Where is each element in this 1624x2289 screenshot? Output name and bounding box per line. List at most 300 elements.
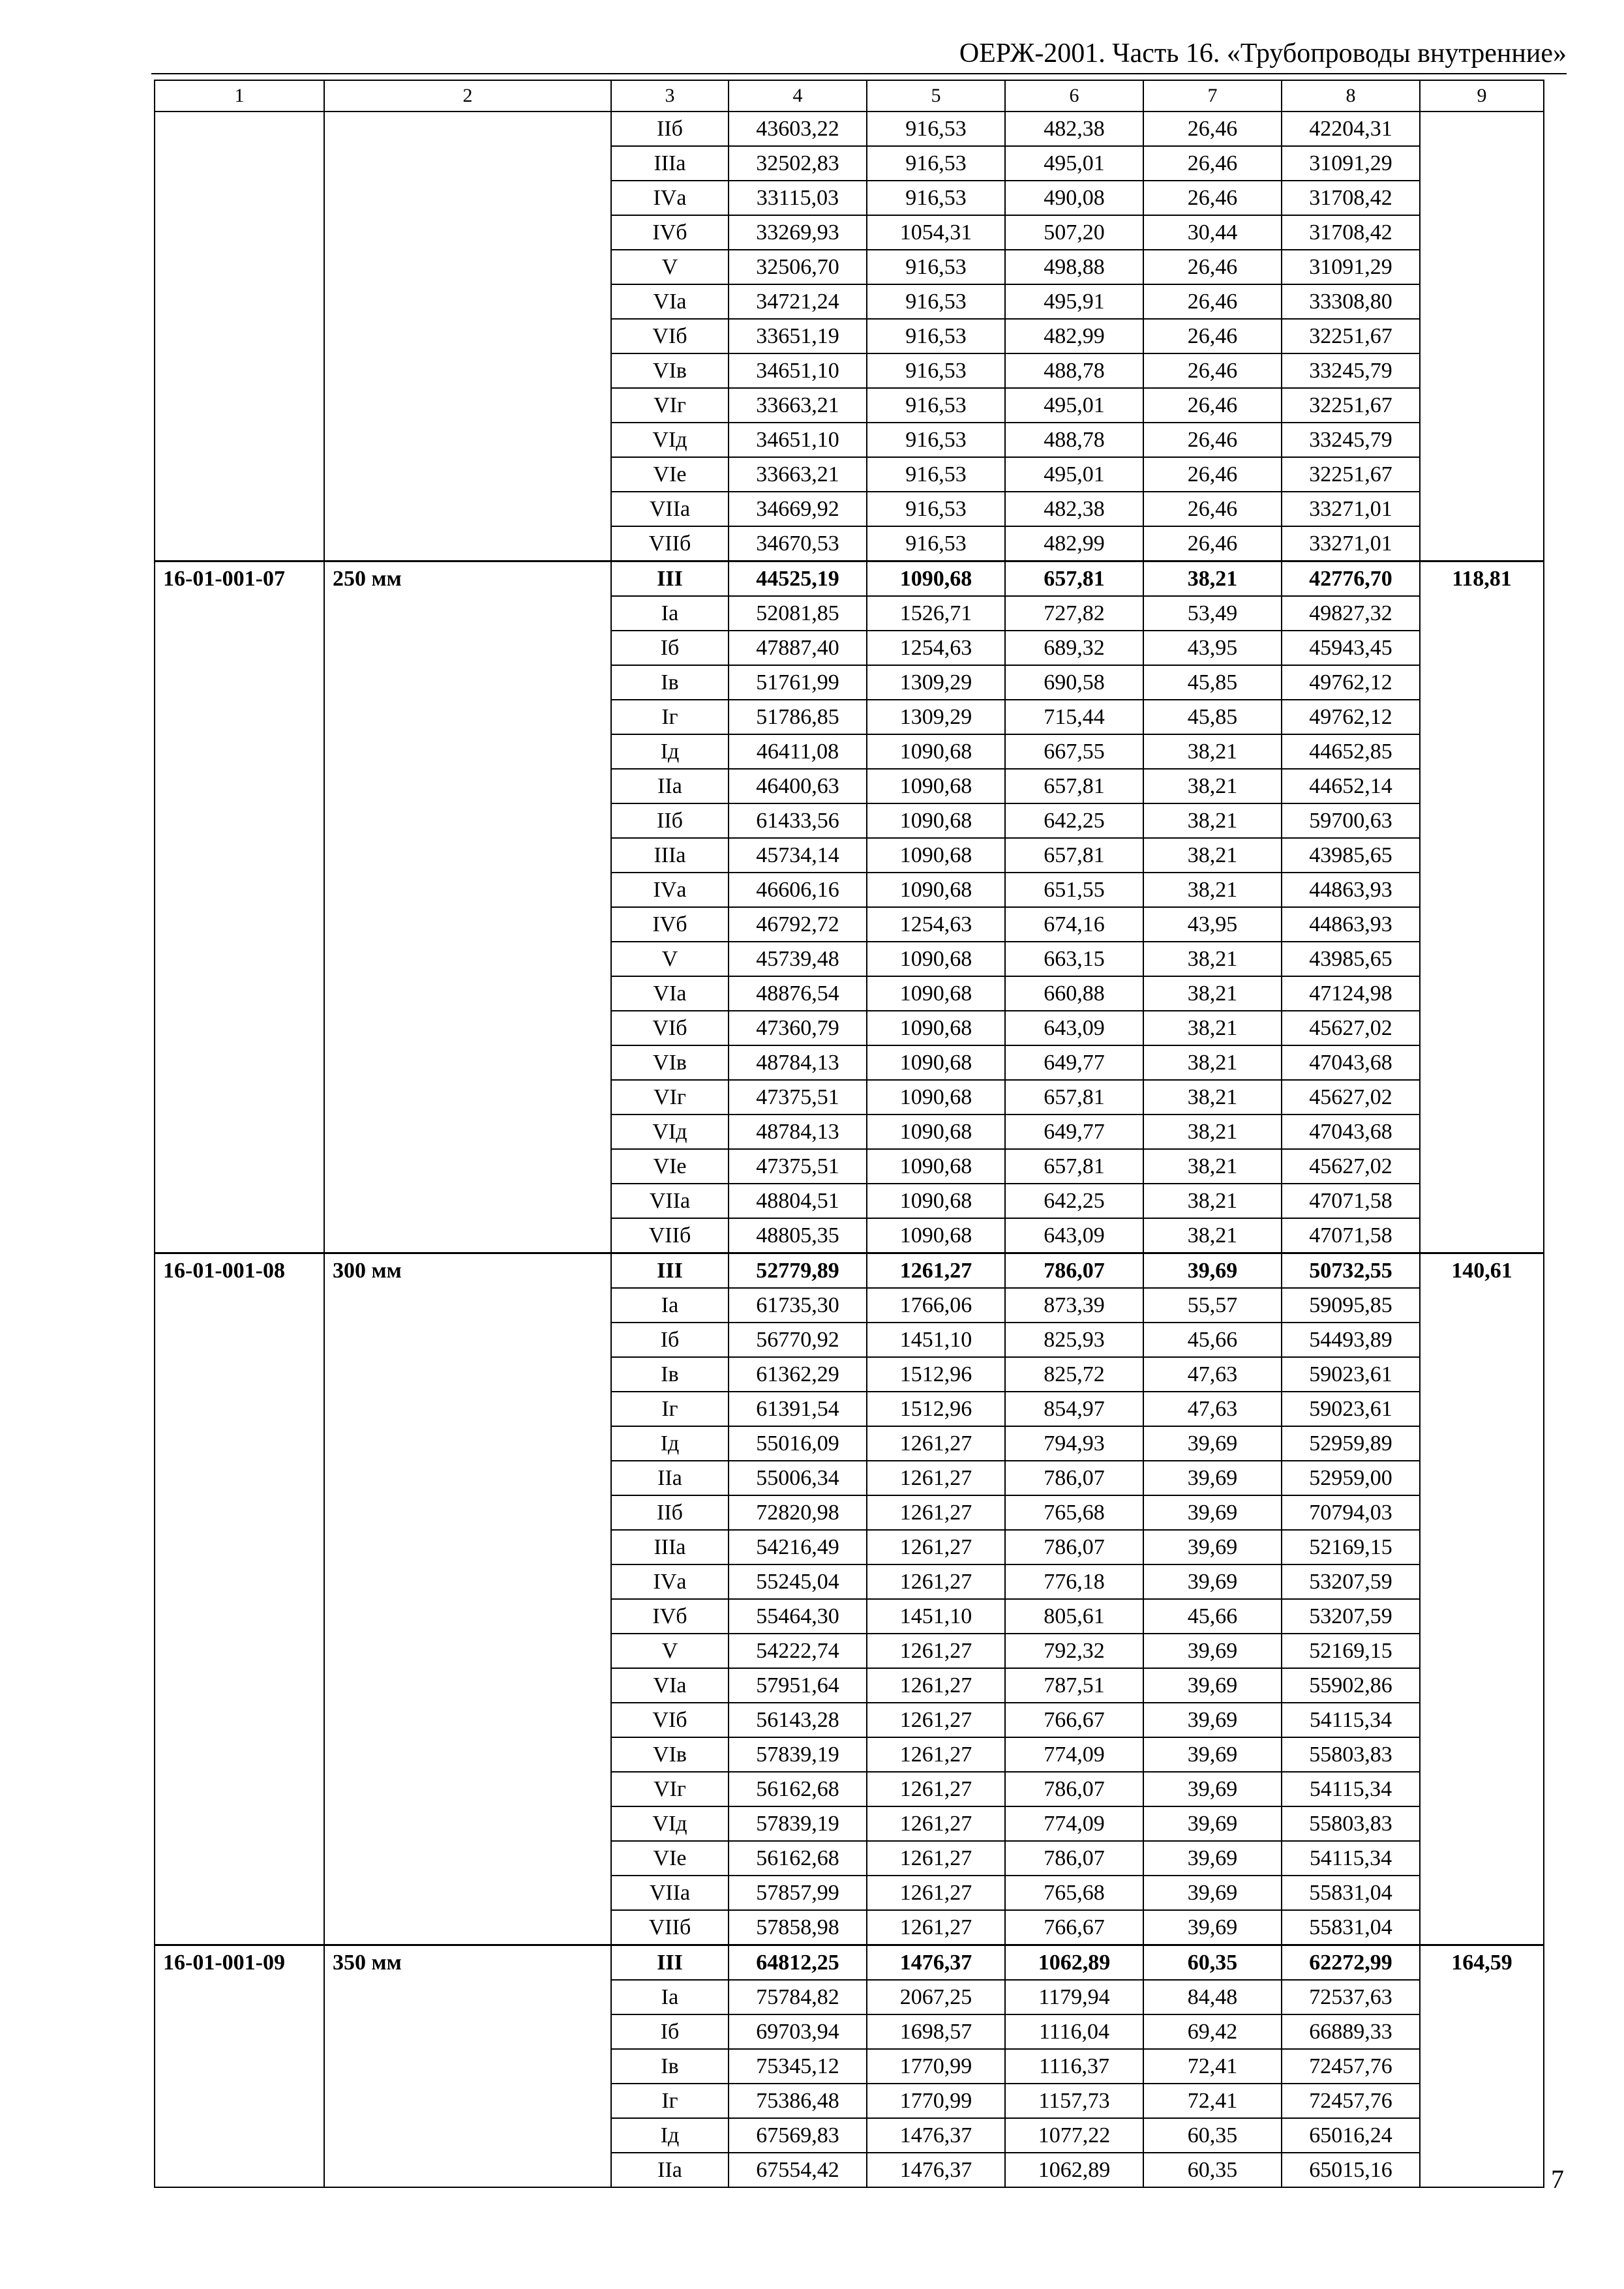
table-cell: 786,07	[1005, 1461, 1143, 1495]
table-cell: 38,21	[1143, 942, 1282, 976]
table-cell: 26,46	[1143, 112, 1282, 146]
column-number: 2	[324, 80, 611, 112]
table-cell: 52081,85	[729, 596, 867, 631]
pipe-size-cell: 250 мм	[324, 561, 611, 1253]
table-cell: 854,97	[1005, 1392, 1143, 1426]
table-cell: 45627,02	[1282, 1149, 1420, 1184]
table-cell: 67554,42	[729, 2153, 867, 2187]
table-cell: IVб	[611, 1599, 729, 1634]
table-cell: 59023,61	[1282, 1392, 1420, 1426]
table-cell: 916,53	[867, 388, 1005, 423]
table-cell: 54493,89	[1282, 1323, 1420, 1357]
table-cell: 72457,76	[1282, 2049, 1420, 2084]
table-cell: 766,67	[1005, 1703, 1143, 1737]
table-cell: 26,46	[1143, 353, 1282, 388]
table-cell: 60,35	[1143, 2153, 1282, 2187]
table-cell: 38,21	[1143, 769, 1282, 803]
table-cell: 33245,79	[1282, 353, 1420, 388]
table-cell: 69,42	[1143, 2014, 1282, 2049]
table-cell: 667,55	[1005, 734, 1143, 769]
table-cell: VIб	[611, 319, 729, 353]
table-cell: 39,69	[1143, 1253, 1282, 1289]
table-cell: 38,21	[1143, 1080, 1282, 1115]
table-cell: 51786,85	[729, 700, 867, 734]
column-number: 7	[1143, 80, 1282, 112]
table-cell: 55006,34	[729, 1461, 867, 1495]
table-cell: Iд	[611, 2118, 729, 2153]
table-cell: 916,53	[867, 423, 1005, 457]
table-cell: III	[611, 561, 729, 597]
table-cell: 1476,37	[867, 2153, 1005, 2187]
table-cell: 62272,99	[1282, 1945, 1420, 1981]
table-cell: 33115,03	[729, 181, 867, 215]
table-cell: 916,53	[867, 457, 1005, 492]
table-cell: 65015,16	[1282, 2153, 1420, 2187]
table-cell: 1476,37	[867, 2118, 1005, 2153]
table-cell: 34651,10	[729, 353, 867, 388]
table-cell: 776,18	[1005, 1564, 1143, 1599]
table-cell: 55902,86	[1282, 1668, 1420, 1703]
table-cell: V	[611, 942, 729, 976]
table-cell: 657,81	[1005, 769, 1143, 803]
table-cell: 48784,13	[729, 1115, 867, 1149]
table-cell: 786,07	[1005, 1530, 1143, 1564]
table-cell: 54115,34	[1282, 1841, 1420, 1876]
table-cell: 1090,68	[867, 976, 1005, 1011]
table-cell: 1077,22	[1005, 2118, 1143, 2153]
table-cell: 1526,71	[867, 596, 1005, 631]
table-cell: 1766,06	[867, 1288, 1005, 1323]
table-cell: 774,09	[1005, 1806, 1143, 1841]
table-cell: 26,46	[1143, 492, 1282, 526]
table-cell: 65016,24	[1282, 2118, 1420, 2153]
table-cell: VIа	[611, 1668, 729, 1703]
table-cell: 64812,25	[729, 1945, 867, 1981]
table-cell: 55831,04	[1282, 1910, 1420, 1945]
table-cell: 75784,82	[729, 1980, 867, 2014]
table-cell: 657,81	[1005, 1080, 1143, 1115]
table-row	[155, 561, 1544, 597]
column-number: 9	[1420, 80, 1544, 112]
table-cell: VIд	[611, 423, 729, 457]
table-cell: 26,46	[1143, 284, 1282, 319]
column-number: 1	[155, 80, 324, 112]
table-row	[155, 112, 1544, 146]
table-cell: 75386,48	[729, 2084, 867, 2118]
table-cell: 651,55	[1005, 873, 1143, 907]
total-cell	[1420, 112, 1544, 561]
table-cell: 55803,83	[1282, 1806, 1420, 1841]
table-cell: 657,81	[1005, 838, 1143, 873]
table-cell: 1261,27	[867, 1876, 1005, 1910]
table-cell: 30,44	[1143, 215, 1282, 250]
page-header-title: ОЕРЖ-2001. Часть 16. «Трубопроводы внутренние»	[959, 38, 1567, 68]
table-cell: 38,21	[1143, 873, 1282, 907]
table-cell: 643,09	[1005, 1011, 1143, 1045]
table-cell: 1090,68	[867, 561, 1005, 597]
table-cell: III	[611, 1253, 729, 1289]
table-cell: 1254,63	[867, 907, 1005, 942]
table-cell: 1261,27	[867, 1461, 1005, 1495]
table-cell: 38,21	[1143, 1149, 1282, 1184]
table-cell: 1261,27	[867, 1426, 1005, 1461]
table-cell: 38,21	[1143, 1011, 1282, 1045]
table-cell: 495,01	[1005, 457, 1143, 492]
table-cell: 39,69	[1143, 1910, 1282, 1945]
table-cell: 72,41	[1143, 2049, 1282, 2084]
table-cell: 1309,29	[867, 665, 1005, 700]
table-cell: 72820,98	[729, 1495, 867, 1530]
table-cell: 84,48	[1143, 1980, 1282, 2014]
table-cell: 59700,63	[1282, 803, 1420, 838]
table-cell: 43985,65	[1282, 942, 1420, 976]
table-cell: 57839,19	[729, 1737, 867, 1772]
table-cell: 642,25	[1005, 803, 1143, 838]
table-cell: VIа	[611, 284, 729, 319]
table-cell: 72,41	[1143, 2084, 1282, 2118]
table-cell: IIа	[611, 769, 729, 803]
total-cell: 118,81	[1420, 561, 1544, 1253]
table-cell: 1261,27	[867, 1253, 1005, 1289]
table-cell: 32251,67	[1282, 388, 1420, 423]
table-cell: Iг	[611, 1392, 729, 1426]
table-cell: 1062,89	[1005, 2153, 1143, 2187]
table-cell: 657,81	[1005, 1149, 1143, 1184]
table-cell: 495,91	[1005, 284, 1143, 319]
table-cell: 1698,57	[867, 2014, 1005, 2049]
table-cell: 765,68	[1005, 1876, 1143, 1910]
pipe-size-cell: 350 мм	[324, 1945, 611, 2188]
table-cell: VIе	[611, 1841, 729, 1876]
table-cell: 57858,98	[729, 1910, 867, 1945]
total-cell: 140,61	[1420, 1253, 1544, 1945]
table-cell: 56770,92	[729, 1323, 867, 1357]
table-cell: 1261,27	[867, 1634, 1005, 1668]
table-cell: VIд	[611, 1806, 729, 1841]
table-cell: 51761,99	[729, 665, 867, 700]
table-cell: 32251,67	[1282, 319, 1420, 353]
table-cell: 44863,93	[1282, 907, 1420, 942]
table-cell: 1116,37	[1005, 2049, 1143, 2084]
table-cell: 34651,10	[729, 423, 867, 457]
table-cell: 787,51	[1005, 1668, 1143, 1703]
table-cell: 786,07	[1005, 1772, 1143, 1806]
table-cell: 66889,33	[1282, 2014, 1420, 2049]
table-cell: V	[611, 1634, 729, 1668]
table-cell: 46792,72	[729, 907, 867, 942]
table-cell: 46411,08	[729, 734, 867, 769]
table-cell: 794,93	[1005, 1426, 1143, 1461]
table-cell: VIа	[611, 976, 729, 1011]
table-cell: VIIб	[611, 1218, 729, 1253]
column-number-row	[155, 80, 1544, 112]
table-cell: 38,21	[1143, 803, 1282, 838]
table-cell: 1090,68	[867, 1115, 1005, 1149]
table-cell: 61362,29	[729, 1357, 867, 1392]
table-cell: 39,69	[1143, 1530, 1282, 1564]
table-cell: 54115,34	[1282, 1703, 1420, 1737]
table-cell: 916,53	[867, 526, 1005, 561]
table-cell: 34669,92	[729, 492, 867, 526]
table-cell: 42204,31	[1282, 112, 1420, 146]
table-cell: 786,07	[1005, 1253, 1143, 1289]
table-cell: IIа	[611, 2153, 729, 2187]
table-cell: 55464,30	[729, 1599, 867, 1634]
table-cell: 39,69	[1143, 1841, 1282, 1876]
table-cell: IVа	[611, 181, 729, 215]
table-cell: 26,46	[1143, 388, 1282, 423]
table-cell: Iв	[611, 1357, 729, 1392]
table-cell: 674,16	[1005, 907, 1143, 942]
table-cell: 31708,42	[1282, 181, 1420, 215]
table-cell: 33308,80	[1282, 284, 1420, 319]
table-cell: 1261,27	[867, 1841, 1005, 1876]
table-cell: 916,53	[867, 492, 1005, 526]
table-cell: 34670,53	[729, 526, 867, 561]
table-cell: 34721,24	[729, 284, 867, 319]
table-cell: 39,69	[1143, 1772, 1282, 1806]
table-cell: 1090,68	[867, 873, 1005, 907]
table-cell: 43985,65	[1282, 838, 1420, 873]
table-cell: 55016,09	[729, 1426, 867, 1461]
header-rule	[151, 73, 1567, 74]
table-cell: 642,25	[1005, 1184, 1143, 1218]
table-cell: 38,21	[1143, 561, 1282, 597]
table-cell: 44525,19	[729, 561, 867, 597]
table-cell: 690,58	[1005, 665, 1143, 700]
table-cell: 26,46	[1143, 457, 1282, 492]
rate-code-cell	[155, 112, 324, 561]
table-cell: 1090,68	[867, 1149, 1005, 1184]
table-cell: 39,69	[1143, 1703, 1282, 1737]
table-cell: VIе	[611, 1149, 729, 1184]
table-cell: 56162,68	[729, 1841, 867, 1876]
table-cell: 45,66	[1143, 1323, 1282, 1357]
table-cell: 45,66	[1143, 1599, 1282, 1634]
table-cell: 49762,12	[1282, 665, 1420, 700]
table-cell: Iа	[611, 1980, 729, 2014]
table-cell: 39,69	[1143, 1634, 1282, 1668]
table-cell: 1116,04	[1005, 2014, 1143, 2049]
table-cell: 60,35	[1143, 1945, 1282, 1981]
table-cell: 482,99	[1005, 319, 1143, 353]
table-cell: 48784,13	[729, 1045, 867, 1080]
table-cell: 1054,31	[867, 215, 1005, 250]
table-cell: 1512,96	[867, 1357, 1005, 1392]
table-cell: 1090,68	[867, 838, 1005, 873]
table-cell: 649,77	[1005, 1045, 1143, 1080]
table-cell: 26,46	[1143, 181, 1282, 215]
table-cell: 75345,12	[729, 2049, 867, 2084]
table-cell: 45,85	[1143, 700, 1282, 734]
table-cell: 916,53	[867, 353, 1005, 388]
table-cell: 765,68	[1005, 1495, 1143, 1530]
table-cell: III	[611, 1945, 729, 1981]
table-cell: IVа	[611, 1564, 729, 1599]
table-cell: 1090,68	[867, 1011, 1005, 1045]
table-cell: VIIб	[611, 526, 729, 561]
table-cell: 39,69	[1143, 1876, 1282, 1910]
table-cell: 38,21	[1143, 1045, 1282, 1080]
table-cell: 26,46	[1143, 146, 1282, 181]
table-cell: 26,46	[1143, 526, 1282, 561]
table-cell: Iв	[611, 665, 729, 700]
column-number: 6	[1005, 80, 1143, 112]
table-cell: 53207,59	[1282, 1599, 1420, 1634]
pipe-size-cell	[324, 112, 611, 561]
table-cell: VIе	[611, 457, 729, 492]
table-cell: 33663,21	[729, 457, 867, 492]
table-cell: 488,78	[1005, 423, 1143, 457]
table-cell: IVа	[611, 873, 729, 907]
table-cell: 1451,10	[867, 1323, 1005, 1357]
column-number: 5	[867, 80, 1005, 112]
table-cell: 825,72	[1005, 1357, 1143, 1392]
table-cell: 643,09	[1005, 1218, 1143, 1253]
table-cell: 61391,54	[729, 1392, 867, 1426]
table-cell: 507,20	[1005, 215, 1143, 250]
table-cell: IVб	[611, 215, 729, 250]
table-cell: 1261,27	[867, 1737, 1005, 1772]
table-cell: 52779,89	[729, 1253, 867, 1289]
table-cell: 1090,68	[867, 942, 1005, 976]
table-cell: 50732,55	[1282, 1253, 1420, 1289]
table-cell: VIв	[611, 353, 729, 388]
table-cell: 1254,63	[867, 631, 1005, 665]
table-cell: Iа	[611, 1288, 729, 1323]
table-cell: 786,07	[1005, 1841, 1143, 1876]
table-cell: 33245,79	[1282, 423, 1420, 457]
table-cell: V	[611, 250, 729, 284]
table-cell: 45,85	[1143, 665, 1282, 700]
table-cell: 52169,15	[1282, 1634, 1420, 1668]
table-cell: 31708,42	[1282, 215, 1420, 250]
table-cell: 70794,03	[1282, 1495, 1420, 1530]
table-cell: 45943,45	[1282, 631, 1420, 665]
table-cell: 1261,27	[867, 1806, 1005, 1841]
table-cell: 54216,49	[729, 1530, 867, 1564]
table-cell: Iб	[611, 631, 729, 665]
table-cell: 47,63	[1143, 1357, 1282, 1392]
table-cell: 1512,96	[867, 1392, 1005, 1426]
table-cell: 39,69	[1143, 1426, 1282, 1461]
table-cell: 33269,93	[729, 215, 867, 250]
rate-code-cell: 16-01-001-09	[155, 1945, 324, 2188]
table-cell: VIб	[611, 1011, 729, 1045]
table-cell: 495,01	[1005, 146, 1143, 181]
table-cell: 47043,68	[1282, 1115, 1420, 1149]
total-cell: 164,59	[1420, 1945, 1544, 2188]
table-cell: 48876,54	[729, 976, 867, 1011]
table-cell: 69703,94	[729, 2014, 867, 2049]
table-cell: 26,46	[1143, 319, 1282, 353]
table-cell: Iа	[611, 596, 729, 631]
table-cell: 33663,21	[729, 388, 867, 423]
table-cell: 1261,27	[867, 1703, 1005, 1737]
table-cell: Iд	[611, 1426, 729, 1461]
table-cell: 490,08	[1005, 181, 1143, 215]
table-cell: IVб	[611, 907, 729, 942]
table-cell: 689,32	[1005, 631, 1143, 665]
table-cell: Iд	[611, 734, 729, 769]
table-cell: 45734,14	[729, 838, 867, 873]
table-cell: IIб	[611, 803, 729, 838]
table-cell: 48804,51	[729, 1184, 867, 1218]
table-cell: 38,21	[1143, 838, 1282, 873]
table-cell: VIд	[611, 1115, 729, 1149]
table-cell: IIа	[611, 1461, 729, 1495]
table-body	[155, 80, 1544, 2187]
table-cell: 56162,68	[729, 1772, 867, 1806]
table-cell: 1090,68	[867, 1080, 1005, 1115]
table-cell: 53207,59	[1282, 1564, 1420, 1599]
column-number: 8	[1282, 80, 1420, 112]
table-cell: 1309,29	[867, 700, 1005, 734]
table-cell: 55831,04	[1282, 1876, 1420, 1910]
table-cell: 59023,61	[1282, 1357, 1420, 1392]
table-cell: 916,53	[867, 284, 1005, 319]
table-cell: 49762,12	[1282, 700, 1420, 734]
table-cell: 916,53	[867, 112, 1005, 146]
table-cell: 42776,70	[1282, 561, 1420, 597]
table-cell: 72457,76	[1282, 2084, 1420, 2118]
table-cell: 44652,14	[1282, 769, 1420, 803]
table-cell: 33271,01	[1282, 526, 1420, 561]
table-cell: 32251,67	[1282, 457, 1420, 492]
table-cell: 43,95	[1143, 907, 1282, 942]
table-cell: Iб	[611, 1323, 729, 1357]
table-cell: IIIа	[611, 838, 729, 873]
table-cell: VIIа	[611, 1184, 729, 1218]
table-cell: 46400,63	[729, 769, 867, 803]
rate-code-cell: 16-01-001-07	[155, 561, 324, 1253]
table-cell: 1261,27	[867, 1772, 1005, 1806]
table-cell: IIIа	[611, 146, 729, 181]
table-cell: 1261,27	[867, 1910, 1005, 1945]
table-cell: 45739,48	[729, 942, 867, 976]
table-cell: Iв	[611, 2049, 729, 2084]
table-cell: 47071,58	[1282, 1184, 1420, 1218]
table-cell: 31091,29	[1282, 250, 1420, 284]
rate-code-cell: 16-01-001-08	[155, 1253, 324, 1945]
table-cell: 792,32	[1005, 1634, 1143, 1668]
table-cell: 38,21	[1143, 976, 1282, 1011]
table-cell: 39,69	[1143, 1806, 1282, 1841]
table-cell: 916,53	[867, 181, 1005, 215]
table-cell: 805,61	[1005, 1599, 1143, 1634]
table-cell: 54115,34	[1282, 1772, 1420, 1806]
table-cell: 45627,02	[1282, 1080, 1420, 1115]
table-cell: 44652,85	[1282, 734, 1420, 769]
table-cell: 54222,74	[729, 1634, 867, 1668]
table-cell: 1090,68	[867, 1218, 1005, 1253]
table-cell: 55,57	[1143, 1288, 1282, 1323]
table-cell: 482,99	[1005, 526, 1143, 561]
table-cell: 57857,99	[729, 1876, 867, 1910]
table-cell: 1770,99	[867, 2049, 1005, 2084]
table-cell: 55245,04	[729, 1564, 867, 1599]
table-cell: 1261,27	[867, 1495, 1005, 1530]
table-cell: 60,35	[1143, 2118, 1282, 2153]
table-cell: Iб	[611, 2014, 729, 2049]
table-cell: 1261,27	[867, 1668, 1005, 1703]
table-cell: 47043,68	[1282, 1045, 1420, 1080]
page-number: 7	[1551, 2164, 1564, 2194]
table-cell: 61735,30	[729, 1288, 867, 1323]
table-cell: 49827,32	[1282, 596, 1420, 631]
table-cell: 825,93	[1005, 1323, 1143, 1357]
table-cell: 26,46	[1143, 250, 1282, 284]
